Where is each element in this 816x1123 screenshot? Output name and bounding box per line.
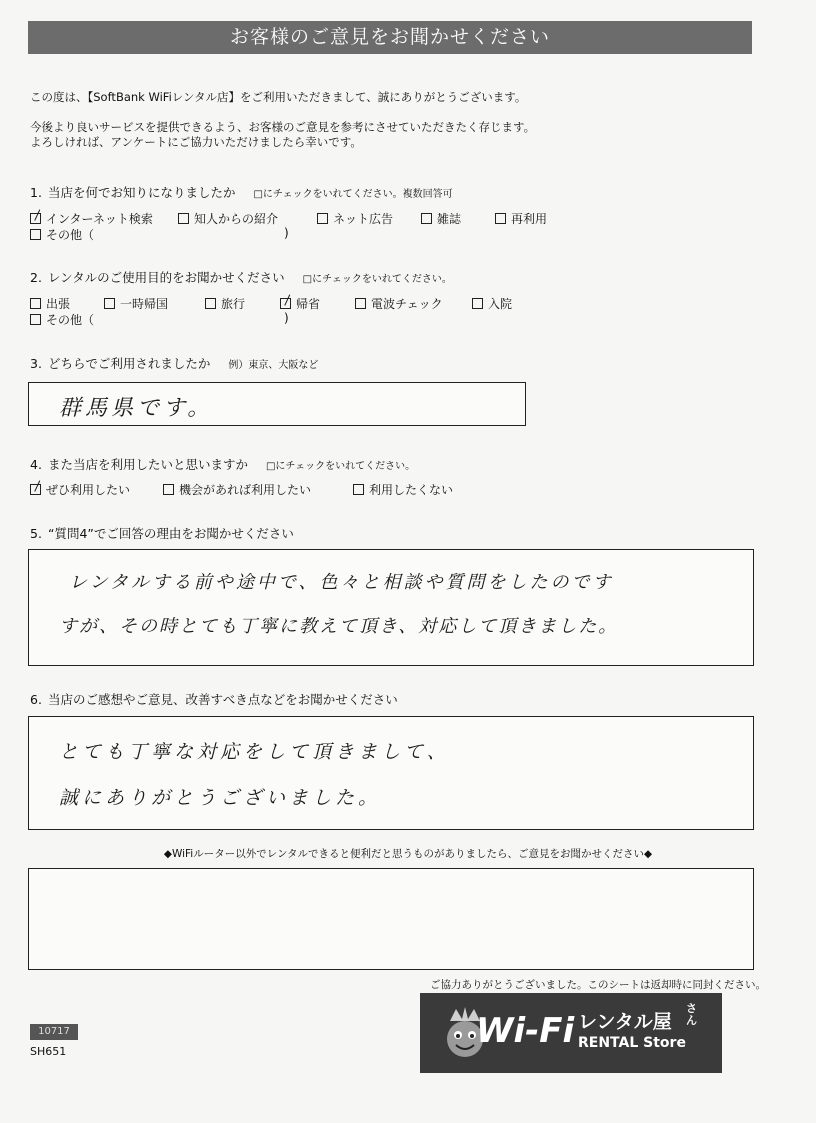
logo-san: さん	[686, 1002, 697, 1027]
q7-note: ◆WiFiルーター以外でレンタルできると便利だと思うものがありましたら、ご意見をお聞かせください◆	[163, 848, 653, 860]
q6-number: 6.	[30, 692, 42, 707]
q2-other-close-paren: )	[284, 311, 289, 325]
q5-number: 5.	[30, 526, 42, 541]
q4-number: 4.	[30, 457, 42, 472]
q3-answer-text: 群馬県です。	[59, 396, 214, 421]
q2-option-business-trip[interactable]: 出張	[30, 295, 70, 312]
q2-number: 2.	[30, 270, 42, 285]
q6-heading	[30, 690, 398, 708]
intro-line-1: この度は、【SoftBank WiFiレンタル店】をご利用いただきまして、誠にありがとうございます。	[30, 90, 527, 104]
q2-checkbox-checked[interactable]	[280, 298, 291, 309]
q1-hint: □にチェックをいれてください。複数回答可	[253, 189, 453, 200]
q1-option-net-ad[interactable]: ネット広告	[317, 210, 393, 227]
q2-option-signal-check[interactable]: 電波チェック	[355, 295, 443, 312]
q1-title: 当店を何でお知りになりましたか	[47, 185, 236, 200]
q1-option-internet-search[interactable]: インターネット検索	[30, 210, 153, 227]
stamp-number: 10717	[30, 1024, 78, 1040]
q1-checkbox[interactable]	[317, 213, 328, 224]
q2-checkbox[interactable]	[205, 298, 216, 309]
q2-option-travel[interactable]: 旅行	[205, 295, 245, 312]
q3-heading	[30, 354, 318, 372]
logo-rental-jp: レンタル屋	[578, 1011, 672, 1033]
q3-number: 3.	[30, 356, 42, 371]
q1-option-magazine[interactable]: 雑誌	[421, 210, 461, 227]
q1-option-other[interactable]: その他（	[30, 226, 94, 243]
q3-hint: 例）東京、大阪など	[228, 360, 319, 371]
intro-line-3: よろしければ、アンケートにご協力いただけましたら幸いです。	[30, 135, 362, 149]
page-title: お客様のご意見をお聞かせください	[28, 21, 752, 54]
q5-answer-box[interactable]	[28, 549, 754, 666]
q2-heading	[30, 268, 452, 286]
q2-checkbox[interactable]	[30, 298, 41, 309]
q4-hint: □にチェックをいれてください。	[265, 461, 416, 472]
q4-option-definitely[interactable]: ぜひ利用したい	[30, 481, 130, 498]
q3-title: どちらでご利用されましたか	[47, 356, 211, 371]
q6-answer-line-1: とても丁寧な対応をして頂きまして、	[59, 741, 450, 763]
q3-answer-box[interactable]	[28, 382, 526, 426]
logo-wifi: Wi-Fi	[476, 1011, 575, 1051]
q1-option-referral[interactable]: 知人からの紹介	[178, 210, 278, 227]
q5-heading	[30, 524, 294, 542]
form-code: SH651	[30, 1045, 67, 1058]
q6-answer-box[interactable]	[28, 716, 754, 830]
intro-line-2: 今後より良いサービスを提供できるよう、お客様のご意見を参考にさせていただきたく存じます。	[30, 120, 536, 134]
q4-title: また当店を利用したいと思いますか	[47, 457, 248, 472]
q1-option-reuse[interactable]: 再利用	[495, 210, 547, 227]
q5-answer-line-2: すが、その時とても丁寧に教えて頂き、対応して頂きました。	[59, 616, 619, 637]
q2-checkbox[interactable]	[30, 314, 41, 325]
q1-checkbox[interactable]	[178, 213, 189, 224]
q2-checkbox[interactable]	[472, 298, 483, 309]
q1-other-close-paren: )	[284, 226, 289, 240]
q4-checkbox-checked[interactable]	[30, 484, 41, 495]
q2-option-other[interactable]: その他（	[30, 311, 94, 328]
q4-checkbox[interactable]	[353, 484, 364, 495]
q4-heading	[30, 455, 415, 473]
q2-title: レンタルのご使用目的をお聞かせください	[47, 270, 285, 285]
q2-hint: □にチェックをいれてください。	[302, 274, 452, 285]
q1-heading	[30, 183, 453, 201]
q2-checkbox[interactable]	[355, 298, 366, 309]
q1-checkbox[interactable]	[30, 229, 41, 240]
q1-checkbox[interactable]	[421, 213, 432, 224]
q5-title: “質問4”でご回答の理由をお聞かせください	[47, 526, 294, 541]
q2-option-temporary-return[interactable]: 一時帰国	[104, 295, 168, 312]
q6-title: 当店のご感想やご意見、改善すべき点などをお聞かせください	[47, 692, 398, 707]
footer-thanks: ご協力ありがとうございました。このシートは返却時に同封ください。	[430, 979, 766, 991]
q2-option-homecoming[interactable]: 帰省	[280, 295, 320, 312]
q4-option-not-use[interactable]: 利用したくない	[353, 481, 453, 498]
logo-rental-en: RENTAL Store	[578, 1035, 686, 1051]
q2-option-hospital[interactable]: 入院	[472, 295, 512, 312]
q1-number: 1.	[30, 185, 42, 200]
q7-answer-box[interactable]	[28, 868, 754, 970]
q4-option-if-chance[interactable]: 機会があれば利用したい	[163, 481, 311, 498]
q4-checkbox[interactable]	[163, 484, 174, 495]
company-logo	[420, 993, 722, 1073]
q6-answer-line-2: 誠にありがとうございました。	[59, 787, 382, 809]
q1-checkbox[interactable]	[495, 213, 506, 224]
q1-checkbox-checked[interactable]	[30, 213, 41, 224]
q2-checkbox[interactable]	[104, 298, 115, 309]
q5-answer-line-1: レンタルする前や途中で、色々と相談や質問をしたのです	[69, 572, 614, 593]
